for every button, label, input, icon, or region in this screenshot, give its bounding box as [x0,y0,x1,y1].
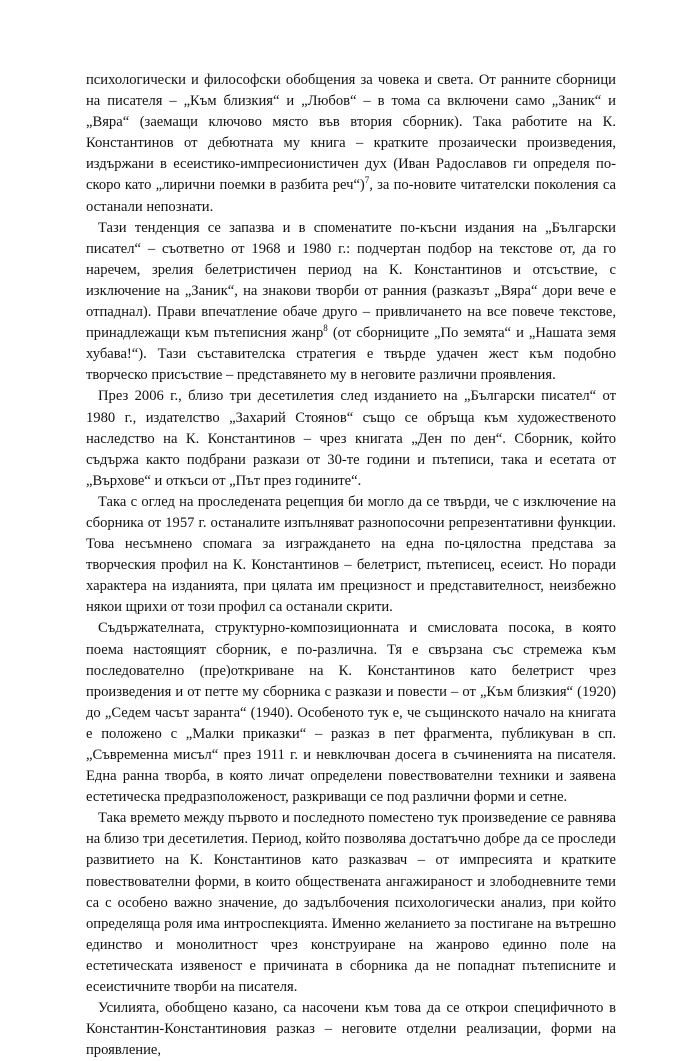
paragraph: Усилията, обобщено казано, са насочени към това да се открои специфичното в Константин-Константиновия разказ – неговите отделни реализации, форми на проявление, [86,1000,616,1059]
paragraph: Съдържателната, структурно-композиционната и смисловата посока, в която поема настоящият сборник, е по-различна. Тя е свързана със стремежа към последователно (пре)откриване на К. Константинов като белетрист чрез произведения и от петте му сборника с разкази и повести – от „Към близкия“ (1920) до „Седем часът заранта“ (1940). Особеното тук е, че същинското начало на книгата е положено с „Малки приказки“ – разказ в пет фрагмента, публикуван в сп. „Съвременна мисъл“ през 1911 г. и невключван досега в съчиненията на писателя. Една ранна творба, в която личат определени повествователни техники и заявена естетическа предразположеност, разкриващи се под различни форми и сетне. [86,620,616,806]
paragraph: Така с оглед на проследената рецепция би могло да се твърди, че с изключение на сборника от 1957 г. останалите изпълняват разнопосочни репрезентативни функции. Това несъмнено спомага за изграждането на една по-цялостна представа за творческия профил на К. Константинов – белетрист, пътеписец, есеист. Но поради характера на изданията, при цялата им прецизност и представителност, неизбежно някои щрихи от този профил са останали скрити. [86,493,616,616]
paragraph-text: психологически и философски обобщения за човека и света. От ранните сборници на писателя – „Към близкия“ и „Любов“ – в тома са включени само „Заник“ и „Вяра“ (заемащи ключово място във втория сборник). Така работите на К. Константинов от дебютната му книга – кратките прозаически произведения, издържани в есеистико-импресионистичен дух (Иван Радославов ги определя по-скоро като „лирични поемки в разбита реч“) [86,72,616,194]
document-page [86,70,616,1061]
paragraph-text: Тази тенденция се запазва и в споменатите по-късни издания на „Български писател“ – съответно от 1968 и 1980 г.: подчертан подбор на текстове от, да го наречем, зрелия белетристичен период на К. Константинов и отсъствие, с изключение на „Заник“, на знакови творби от ранния (разказът „Вяра“ дори вече е отпаднал). Прави впечатление обаче друго – привличането на все повече текстове, принадлежащи към пътеписния жанр [86,219,616,342]
paragraph-text: (от сборниците „По земята“ и „Нашата земя хубава!“). Тази съставителска стратегия е твърде удачен жест към подобно творческо присъствие – представянето му в неговите различни проявления. [86,325,617,384]
paragraph-text: , за по-новите читателски поколения са останали непознати. [86,177,616,215]
paragraph: Така времето между първото и последното поместено тук произведение се равнява на близо три десетилетия. Период, който позволява достатъчно добре да се проследи развитието на К. Константинов като разказвач – от импресията и кратките повествователни форми, в които обществената ангажираност и злободневните теми са с особено важно значение, до задълбочения психологически анализ, при който определяща роля има интроспекцията. Именно желанието за постигане на вътрешно единство и монолитност чрез конструиране на жанрово единно поле на естетическата изявеност е причината в сборника да не попаднат пътеписните и есеистичните творби на писателя. [86,810,616,996]
paragraph [86,70,616,218]
paragraph [86,218,616,387]
footnote-ref[interactable]: 7 [364,175,370,186]
footnote-ref[interactable]: 8 [323,323,328,334]
paragraph: През 2006 г., близо три десетилетия след изданието на „Български писател“ от 1980 г., издателство „Захарий Стоянов“ също се обръща към художественото наследство на К. Константинов – чрез книгата „Ден по ден“. Сборник, който съдържа както подбрани разкази от 30-те години и пътеписи, така и есетата от „Върхове“ и откъси от „Път през годините“. [86,388,616,489]
